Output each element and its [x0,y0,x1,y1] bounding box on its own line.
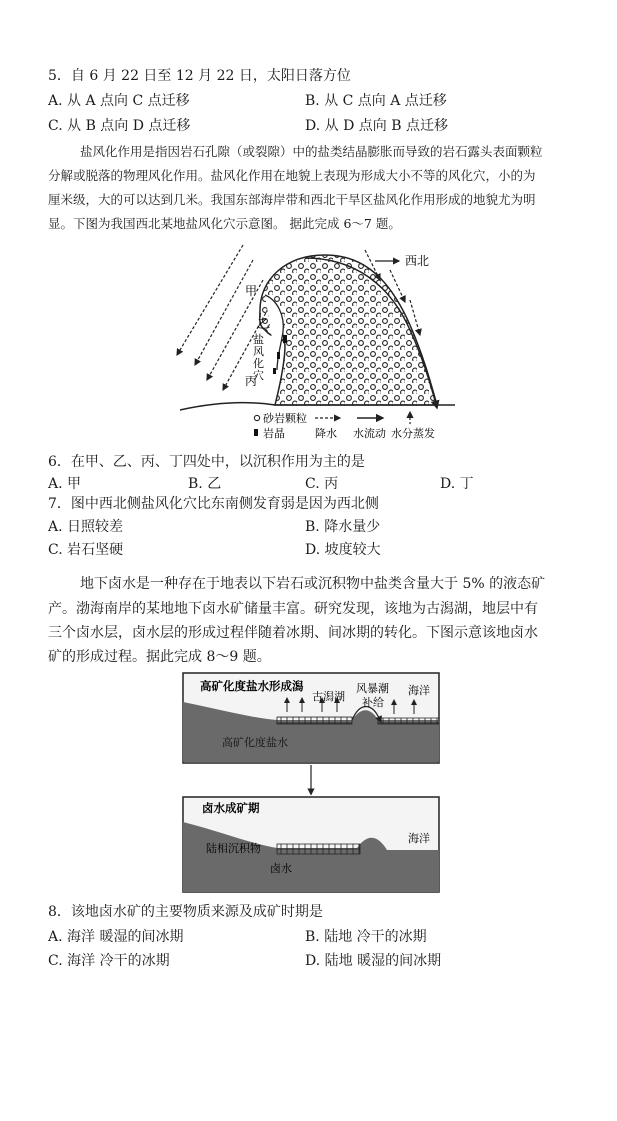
top-ocean: 海洋 [408,684,430,697]
q7-option-b: B. 降水量少 [305,519,381,535]
q8-option-a: A. 海洋 暖湿的间冰期 [48,929,184,945]
top-lagoon: 古潟湖 [312,690,345,703]
top-title: 高矿化度盐水形成潟 [200,679,304,693]
q5-option-d: D. 从 D 点向 B 点迁移 [305,118,448,134]
q5-stem: 5．自 6 月 22 日至 12 月 22 日，太阳日落方位 [48,68,351,84]
direction-label: 西北 [405,254,430,268]
label-cave-3: 化 [253,357,264,370]
top-brine: 高矿化度盐水 [222,736,288,749]
legend-rain: 降水 [315,427,337,440]
passage1-line-3: 厘米级，大的可以达到几米。我国东部海岸带和西北干旱区盐风化作用形成的地貌尤为明 [48,192,536,207]
passage2-line-4: 矿的形成过程。据此完成 8～9 题。 [48,649,271,665]
q6-stem: 6．在甲、乙、丙、丁四处中，以沉积作用为主的是 [48,454,365,470]
passage1-line-1: 盐风化作用是指因岩石孔隙（或裂隙）中的盐类结晶膨胀而导致的岩石露头表面颗粒 [80,144,543,159]
passage1-line-4: 显。下图为我国西北某地盐风化穴示意图。 据此完成 6～7 题。 [48,216,401,231]
q6-option-c: C. 丙 [305,476,339,492]
q7-stem: 7．图中西北侧盐风化穴比东南侧发育弱是因为西北侧 [48,496,379,512]
brine-formation-figure [182,672,440,894]
bottom-ocean: 海洋 [408,832,430,845]
q7-option-d: D. 坡度较大 [305,542,381,558]
label-bing: 丙 [245,374,258,388]
q6-option-a: A. 甲 [48,476,82,492]
bottom-title: 卤水成矿期 [202,801,260,815]
top-supply: 补给 [362,696,384,709]
q8-option-b: B. 陆地 冷干的冰期 [305,929,427,945]
passage2-line-3: 三个卤水层，卤水层的形成过程伴随着冰期、间冰期的转化。下图示意该地卤水 [48,625,538,641]
q7-option-c: C. 岩石坚硬 [48,542,124,558]
q6-option-b: B. 乙 [188,476,222,492]
legend-flow: 水流动 [353,427,386,440]
bottom-sediment: 陆相沉积物 [206,842,261,855]
salt-weathering-figure [165,240,465,445]
q5-option-a: A. 从 A 点向 C 点迁移 [48,93,190,109]
label-yi: 乙 [257,317,270,331]
legend-evap: 水分蒸发 [391,427,435,440]
passage1-line-2: 分解或脱落的物理风化作用。盐风化作用在地貌上表现为形成大小不等的风化穴，小的为 [48,168,536,183]
q8-stem: 8．该地卤水矿的主要物质来源及成矿时期是 [48,904,323,920]
q8-option-d: D. 陆地 暖湿的间冰期 [305,953,442,969]
label-jia: 甲 [245,284,258,298]
q8-option-c: C. 海洋 冷干的冰期 [48,953,170,969]
top-storm: 风暴潮 [356,682,389,695]
q5-option-b: B. 从 C 点向 A 点迁移 [305,93,447,109]
label-cave-4: 穴 [253,369,264,382]
legend-salt: 岩晶 [263,427,285,440]
label-cave-2: 风 [253,345,264,358]
legend-sand: 砂岩颗粒 [263,412,307,425]
bottom-brine: 卤水 [270,862,292,875]
label-cave-1: 盐 [253,333,264,346]
passage2-line-1: 地下卤水是一种存在于地表以下岩石或沉积物中盐类含量大于 5% 的液态矿 [80,576,546,592]
passage2-line-2: 产。渤海南岸的某地地下卤水矿储量丰富。研究发现，该地为古潟湖，地层中有 [48,601,538,617]
q6-option-d: D. 丁 [440,476,474,492]
q7-option-a: A. 日照较差 [48,519,124,535]
q5-option-c: C. 从 B 点向 D 点迁移 [48,118,191,134]
